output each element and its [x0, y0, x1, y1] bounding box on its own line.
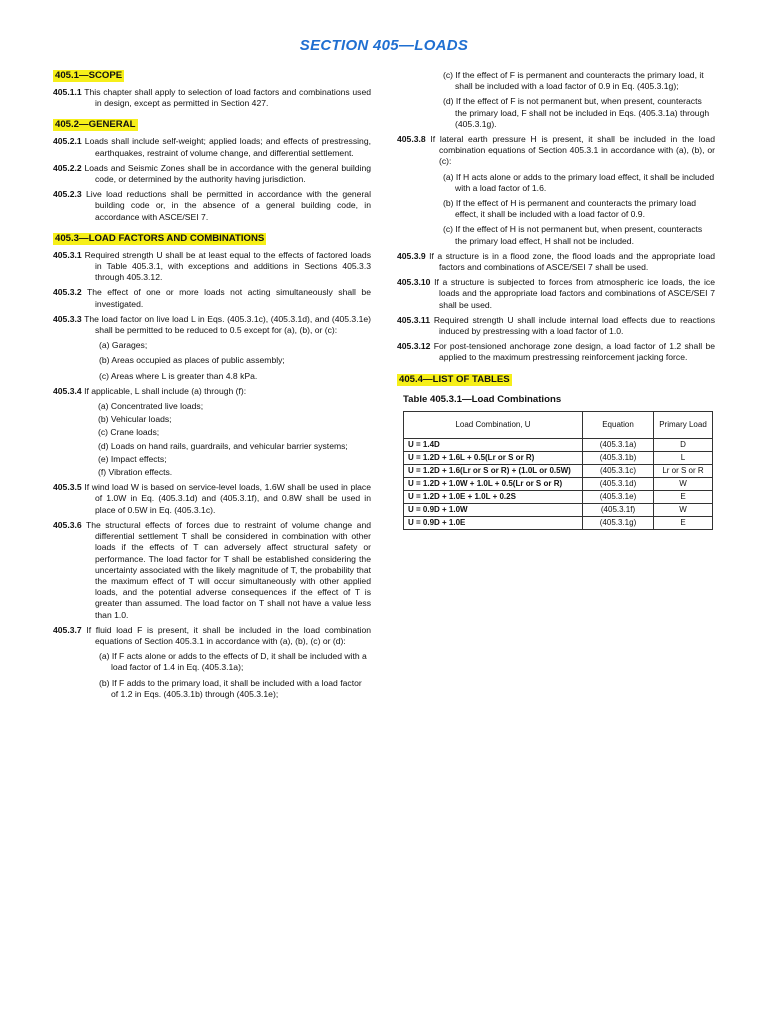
column-header: Load Combination, U: [404, 411, 583, 438]
heading-list-of-tables: 405.4—LIST OF TABLES: [399, 373, 510, 385]
list-item: (c) Areas where L is greater than 4.8 kPa.: [99, 370, 258, 381]
page-title: SECTION 405—LOADS: [299, 37, 469, 54]
para-405-2-1: 405.2.1 Loads shall include self-weight; applied loads; and effects of prestressing, earthquakes, restraint of volume change, and differential settlement.: [53, 136, 371, 158]
list-item: (b) If the effect of H is permanent and counteracts the primary load effect, it shall be included with a load factor of 0.9.: [443, 198, 697, 220]
list-item: (d) Loads on hand rails, guardrails, and vehicular barrier systems;: [98, 440, 348, 451]
list-405-3-4: [53, 401, 371, 478]
list-item: (e) Impact effects;: [98, 453, 167, 464]
para-405-3-3: 405.3.3 The load factor on live load L in Eqs. (405.3.1c), (405.3.1d), and (405.3.1e) shall be permitted to be reduced to 0.5 except for (a), (b), or (c):: [53, 313, 372, 336]
list-item: (a) Concentrated live loads;: [98, 401, 204, 412]
list-item: (b) Areas occupied as places of public assembly;: [99, 355, 285, 366]
para-405-3-11: 405.3.11 Required strength U shall include internal load effects due to reactions induced by prestressing with a load factor of 1.0.: [397, 314, 716, 337]
para-405-3-6: 405.3.6 The structural effects of forces due to restraint of volume change and differential settlement T shall be considered in combination with other loads if the effects of T can adversely affect structural safety or performance. The load factor for T shall be established considering the uncertainty associated with the likely magnitude of T, the probability that the maximum effect of T will occur simultaneously with other applied loads, and the potential adverse consequences if the effect of T is greater than assumed. The load factor on T shall not have a value less than 1.0.: [53, 519, 372, 620]
table-row: U = 1.4D (405.3.1a) D: [404, 438, 713, 451]
column-header: Equation: [583, 411, 654, 438]
heading-scope: 405.1—SCOPE: [55, 70, 123, 81]
para-405-2-2: 405.2.2 Loads and Seismic Zones shall be in accordance with the general building code, or determined by the authority having jurisdiction.: [53, 162, 371, 185]
table-row: U = 1.2D + 1.0W + 1.0L + 0.5(Lr or S or R) (405.3.1d) W: [404, 477, 713, 490]
para-405-3-4: 405.3.4 If applicable, L shall include (a) through (f):: [53, 385, 247, 396]
para-405-3-1: 405.3.1 Required strength U shall be at least equal to the effects of factored loads in Table 405.3.1, with exceptions and additions in Sections 405.3.3 through 405.3.12.: [53, 249, 371, 283]
table-caption: Table 405.3.1—Load Combinations: [403, 393, 562, 405]
table-row: U = 0.9D + 1.0E (405.3.1g) E: [404, 516, 713, 529]
para-405-2-3: 405.2.3 Live load reductions shall be permitted in accordance with the general building code or, in the absence of a general building code, in accordance with ASCE/SEI 7.: [53, 189, 371, 222]
para-405-1-1: 405.1.1 This chapter shall apply to selection of load factors and combinations used in design, except as permitted in Section 427.: [53, 87, 372, 109]
list-item: (a) If F acts alone or adds to the effects of D, it shall be included with a load factor of 1.4 in Eq. (405.3.1a);: [99, 651, 367, 673]
list-item: (b) Vehicular loads;: [98, 414, 172, 425]
list-item: (f) Vibration effects.: [98, 467, 173, 478]
para-405-3-8: 405.3.8 If lateral earth pressure H is present, it shall be included in the load combination equations of Section 405.3.1 in accordance with (a), (b), or (c):: [397, 134, 715, 167]
list-item: (c) If the effect of F is permanent and counteracts the primary load, it shall be included with a load factor of 0.9 in Eq. (405.3.1g);: [443, 70, 704, 92]
para-405-3-2: 405.3.2 The effect of one or more loads not acting simultaneously shall be investigated.: [53, 287, 371, 309]
table-row: U = 1.2D + 1.0E + 1.0L + 0.2S (405.3.1e) E: [404, 490, 713, 503]
para-405-3-7: 405.3.7 If fluid load F is present, it shall be included in the load combination equations of Section 405.3.1 in accordance with (a), (b), (c) or (d):: [53, 624, 371, 646]
right-column: [397, 70, 715, 530]
list-item: (d) If the effect of F is not permanent but, when present, counteracts the primary load, F shall not be included in Eqs. (405.3.1a) through (405.3.1g).: [443, 96, 710, 129]
para-405-3-12: 405.3.12 For post-tensioned anchorage zone design, a load factor of 1.2 shall be applied to the maximum prestressing reinforcement jacking force.: [397, 341, 716, 363]
table-row: U = 0.9D + 1.0W (405.3.1f) W: [404, 503, 713, 516]
para-405-3-9: 405.3.9 If a structure is in a flood zone, the flood loads and the appropriate load factors and combinations of ASCE/SEI 7 shall be used.: [397, 250, 715, 273]
heading-general: 405.2—GENERAL: [55, 119, 136, 131]
list-item: (b) If F adds to the primary load, it shall be included with a load factor of 1.2 in Eqs. (405.3.1b) through (405.3.1e);: [99, 677, 362, 699]
list-item: (a) Garages;: [99, 340, 148, 351]
table-row: U = 1.2D + 1.6L + 0.5(Lr or S or R) (405.3.1b) L: [404, 451, 713, 464]
column-header: Primary Load: [654, 411, 713, 438]
list-item: (c) If the effect of H is not permanent but, when present, counteracts the primary load effect, H shall not be included.: [443, 224, 703, 246]
left-column: [53, 70, 371, 704]
para-405-3-5: 405.3.5 If wind load W is based on service-level loads, 1.6W shall be used in place of 1.0W in Eq. (405.3.1d) and (405.3.1f), and 0.8W shall be used in place of 0.5W in Eq. (405.3.1c).: [53, 482, 372, 515]
table-row: U = 1.2D + 1.6(Lr or S or R) + (1.0L or 0.5W) (405.3.1c) Lr or S or R: [404, 464, 713, 477]
para-405-3-10: 405.3.10 If a structure is subjected to forces from atmospheric ice loads, the ice loads and the appropriate load factors and combinations of ASCE/SEI 7 shall be used.: [397, 277, 716, 310]
list-item: (a) If H acts alone or adds to the primary load effect, it shall be included with a load factor of 1.6.: [443, 171, 715, 193]
list-item: (c) Crane loads;: [98, 427, 160, 438]
heading-load-factors: 405.3—LOAD FACTORS AND COMBINATIONS: [55, 232, 265, 244]
load-combinations-table: [403, 411, 713, 530]
